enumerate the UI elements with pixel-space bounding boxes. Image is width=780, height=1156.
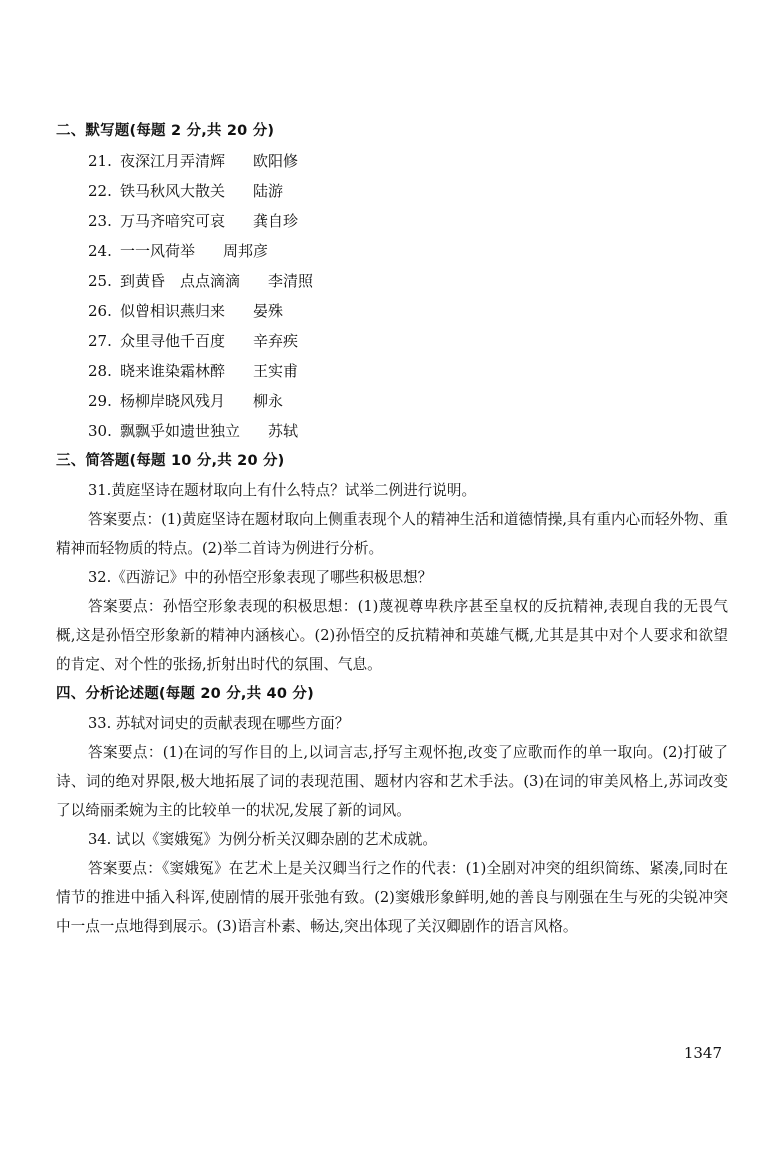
item-number: 28.: [88, 362, 112, 380]
answer-31: 答案要点：(1)黄庭坚诗在题材取向上侧重表现个人的精神生活和道德情操,具有重内心而轻外物、重精神而轻物质的特点。(2)举二首诗为例进行分析。: [56, 511, 728, 557]
section-heading-essay: 四、分析论述题(每题 20 分,共 40 分): [56, 686, 314, 702]
answer-item-30: [56, 416, 728, 446]
item-number: 21.: [88, 152, 112, 170]
item-text: 铁马秋风大散关: [120, 182, 226, 200]
page-number: 1347: [683, 1044, 722, 1062]
answer-item-24: [56, 236, 728, 266]
answer-item-29: [56, 386, 728, 416]
item-number: 24.: [88, 242, 112, 260]
item-text: 一一风荷举: [120, 242, 196, 260]
item-number: 26.: [88, 302, 112, 320]
section-heading-short-answer: 三、简答题(每题 10 分,共 20 分): [56, 453, 285, 469]
item-number: 29.: [88, 392, 112, 410]
item-number: 23.: [88, 212, 112, 230]
question-32: 32.《西游记》中的孙悟空形象表现了哪些积极思想？: [88, 569, 433, 586]
item-number: 27.: [88, 332, 112, 350]
answer-33: 答案要点：(1)在词的写作目的上,以词言志,抒写主观怀抱,改变了应歌而作的单一取向。(2)打破了诗、词的绝对界限,极大地拓展了词的表现范围、题材内容和艺术手法。(3)在词的审美风格上,苏词改变了以绮丽柔婉为主的比较单一的状况,发展了新的词风。: [56, 744, 728, 819]
answer-32: 答案要点：孙悟空形象表现的积极思想：(1)蔑视尊卑秩序甚至皇权的反抗精神,表现自我的无畏气概,这是孙悟空形象新的精神内涵核心。(2)孙悟空的反抗精神和英雄气概,尤其是其中对个人要求和欲望的肯定、对个性的张扬,折射出时代的氛围、气息。: [56, 598, 728, 673]
item-text: 似曾相识燕归来: [120, 302, 226, 320]
answer-item-23: [56, 206, 728, 236]
question-33: 33. 苏轼对词史的贡献表现在哪些方面？: [88, 715, 350, 732]
question-31: 31.黄庭坚诗在题材取向上有什么特点？试举二例进行说明。: [88, 482, 477, 499]
item-author: 周邦彦: [223, 242, 269, 260]
item-author: 欧阳修: [253, 152, 299, 170]
item-author: 王实甫: [253, 362, 299, 380]
item-text: 众里寻他千百度: [120, 332, 226, 350]
answer-item-26: [56, 296, 728, 326]
item-author: 龚自珍: [253, 212, 299, 230]
section-heading-dictation: 二、默写题(每题 2 分,共 20 分): [56, 123, 275, 139]
item-text: 晓来谁染霜林醉: [120, 362, 226, 380]
item-number: 30.: [88, 422, 112, 440]
item-author: 苏轼: [268, 422, 299, 440]
item-text: 到黄昏 点点滴滴: [120, 272, 241, 290]
item-author: 陆游: [253, 182, 284, 200]
answer-item-22: [56, 176, 728, 206]
item-author: 晏殊: [253, 302, 284, 320]
item-text: 夜深江月弄清辉: [120, 152, 226, 170]
item-number: 25.: [88, 272, 112, 290]
answer-item-25: [56, 266, 728, 296]
item-text: 飘飘乎如遗世独立: [120, 422, 241, 440]
question-34: 34. 试以《窦娥冤》为例分析关汉卿杂剧的艺术成就。: [88, 831, 437, 848]
item-author: 李清照: [268, 272, 314, 290]
item-text: 万马齐喑究可哀: [120, 212, 226, 230]
item-author: 辛弃疾: [253, 332, 299, 350]
answer-item-28: [56, 356, 728, 386]
item-author: 柳永: [253, 392, 284, 410]
answer-item-21: [56, 146, 728, 176]
answer-item-27: [56, 326, 728, 356]
answer-34: 答案要点：《窦娥冤》在艺术上是关汉卿当行之作的代表：(1)全剧对冲突的组织简练、紧凑,同时在情节的推进中插入科诨,使剧情的展开张弛有致。(2)窦娥形象鲜明,她的善良与刚强在生与死的尖锐冲突中一点一点地得到展示。(3)语言朴素、畅达,突出体现了关汉卿剧作的语言风格。: [56, 860, 728, 935]
item-text: 杨柳岸晓风残月: [120, 392, 226, 410]
page-content: [56, 116, 728, 941]
item-number: 22.: [88, 182, 112, 200]
